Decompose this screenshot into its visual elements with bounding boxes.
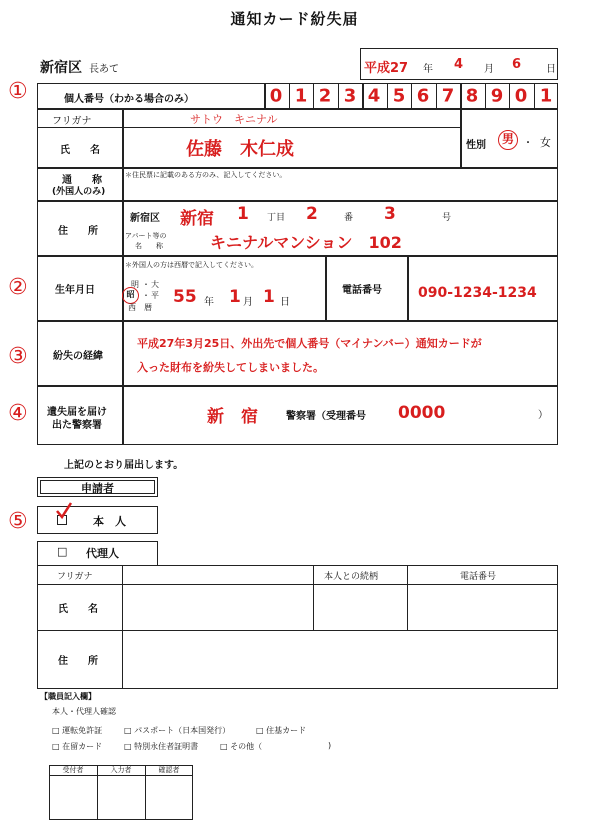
digit-4: 3 [343,85,357,106]
address-go-label: 号 [442,213,452,223]
date-day: 6 [512,57,522,72]
marker-1: ① [8,79,28,104]
birth-day: 1 [263,287,275,307]
date-era: 平成27 [364,61,409,76]
era-meiji: 明 [131,280,139,289]
address-go: 3 [384,204,396,224]
agent-phone-label: 電話番号 [460,572,497,582]
address-label: 住 所 [58,226,98,237]
gender-male-selected: 男 [498,130,518,150]
era-seireki: 西 暦 [128,303,152,312]
birth-year-label: 年 [204,297,214,308]
option-license: □ 運転免許証 [52,726,103,735]
era-heisei: 平 [151,291,159,300]
staff-col-confirmer: 確認者 [158,766,180,774]
date-month: 4 [454,57,464,72]
furigana-label: フリガナ [52,116,92,127]
mynumber-digits [264,83,558,108]
agent-relation-label: 本人との続柄 [324,572,379,582]
staff-title: 【職員記入欄】 [40,692,96,701]
option-juki: □ 住基カード [256,726,307,735]
digit-8: 7 [441,85,455,106]
alias-sublabel: (外国人のみ) [52,187,106,197]
marker-5: ⑤ [8,509,28,534]
phone-value: 090-1234-1234 [418,285,537,301]
marker-2: ② [8,275,28,300]
date-day-label: 日 [546,64,556,75]
digit-2: 1 [294,85,308,106]
address-ban-label: 番 [344,213,354,223]
date-month-label: 月 [484,64,494,75]
apartment-sublabel: 名 称 [135,242,163,250]
address-ban: 2 [306,204,318,224]
date-year-label: 年 [423,64,433,75]
name-label: 氏 名 [60,145,100,156]
agent-address-label: 住 所 [58,656,98,667]
digit-7: 6 [416,85,430,106]
option-other: □ その他（ [220,742,263,751]
birth-day-label: 日 [280,297,290,308]
name-value: 佐藤 木仁成 [186,139,294,160]
police-close: ） [538,410,548,421]
furigana-value: サトウ キニナル [190,113,278,126]
era-dot-1: ・ [142,280,150,289]
era-dot-2: ・ [142,291,150,300]
alias-label: 通 称 [62,175,102,186]
checkmark-icon [55,501,73,525]
marker-4: ④ [8,401,28,426]
gender-separator: ・ [523,138,533,149]
loss-label: 紛失の経緯 [53,351,103,362]
staff-confirm: 本人・代理人確認 [52,707,116,716]
mynumber-label: 個人番号（わかる場合のみ） [64,94,194,105]
era-taisho: 大 [151,280,159,289]
birth-note: ＊外国人の方は西暦で記入してください。 [125,261,258,269]
loss-line-2: 入った財布を紛失してしまいました。 [137,361,324,374]
gender-female: 女 [540,136,551,149]
apartment-label: アパート等の [125,232,167,240]
staff-col-inputter: 入力者 [110,766,132,774]
apartment-value: キニナルマンション 102 [210,233,402,252]
agent-name-label: 氏 名 [58,604,98,615]
police-station-label: 警察署（受理番号 [286,411,366,422]
staff-col-receiver: 受付者 [62,766,84,774]
address-town: 新宿 [180,209,214,229]
phone-label: 電話番号 [342,285,382,296]
gender-label: 性別 [466,140,486,151]
agent-checkbox[interactable]: □ [57,545,68,558]
ward-name: 新宿区 [40,60,82,76]
option-passport: □ パスポート（日本国発行） [124,726,231,735]
birth-month-label: 月 [243,297,253,308]
self-label: 本 人 [93,515,126,528]
police-receipt-number: 0000 [398,403,446,423]
police-sublabel: 出た警察署 [52,420,102,431]
birth-year: 55 [173,287,197,307]
address-chome: 1 [237,204,249,224]
digit-11: 0 [514,85,528,106]
birth-month: 1 [229,287,241,307]
digit-6: 5 [392,85,406,106]
era-showa-selected: 昭 [122,287,139,304]
address-chome-label: 丁目 [267,213,286,223]
addressee-suffix: 長あて [89,64,119,75]
loss-line-1: 平成27年3月25日、外出先で個人番号（マイナンバー）通知カードが [137,337,482,350]
digit-1: 0 [269,85,283,106]
police-station: 新 宿 [207,407,258,427]
police-label: 遺失届を届け [47,407,107,418]
option-other-close: ) [328,741,332,750]
alias-note: ＊住民票に記載のある方のみ、記入してください。 [125,171,287,179]
digit-12: 1 [539,85,553,106]
marker-3: ③ [8,344,28,369]
declaration: 上記のとおり届出します。 [64,460,184,471]
agent-furigana-label: フリガナ [57,572,93,582]
option-residence: □ 在留カード [52,742,103,751]
form-title: 通知カード紛失届 [230,10,359,28]
birth-label: 生年月日 [55,285,95,296]
digit-3: 2 [318,85,332,106]
digit-5: 4 [367,85,381,106]
digit-9: 8 [465,85,479,106]
option-special: □ 特別永住者証明書 [124,742,199,751]
digit-10: 9 [490,85,504,106]
address-ward: 新宿区 [130,213,160,224]
agent-label: 代理人 [86,547,119,560]
applicant-label: 申請者 [81,482,114,495]
